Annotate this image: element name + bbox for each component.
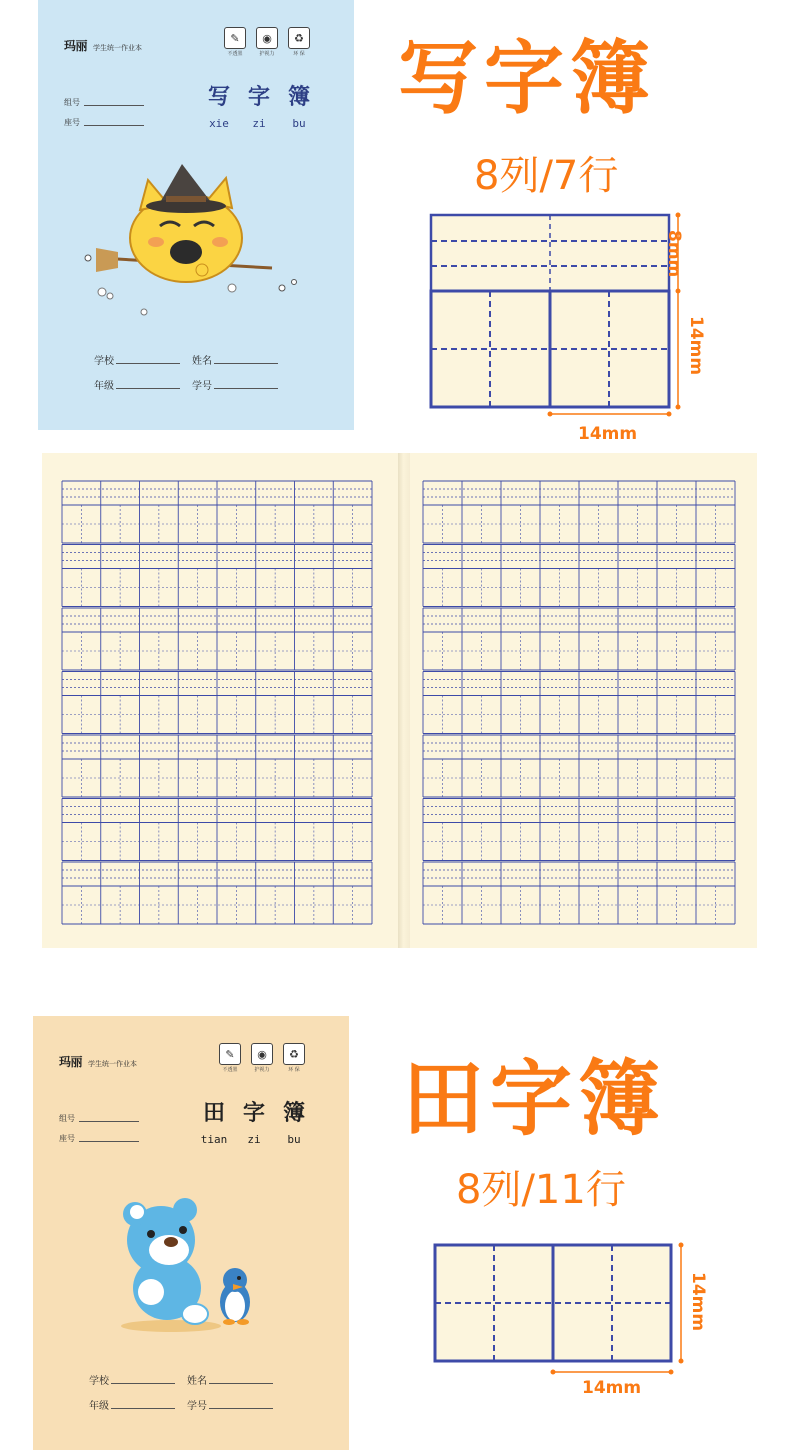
dim-width-label: 14mm xyxy=(582,1378,642,1398)
badge-eye xyxy=(249,1043,275,1073)
feature-badges xyxy=(222,27,312,57)
cover-title xyxy=(199,1096,309,1127)
pinyin-syllable: xie xyxy=(209,117,229,130)
writing-grid-right xyxy=(403,453,757,948)
writing-grid-left xyxy=(42,453,403,948)
open-notebook xyxy=(38,453,760,950)
number-field xyxy=(187,1397,297,1412)
dim-cell-label: 14mm xyxy=(686,316,706,376)
pencil-icon: ✎ xyxy=(219,1043,241,1065)
pencil-icon: ✎ xyxy=(224,27,246,49)
recycle-icon: ♻ xyxy=(288,27,310,49)
badge-label: 环 保 xyxy=(288,1067,300,1073)
cover-pinyin xyxy=(199,1133,309,1146)
seat-label: 座号 xyxy=(59,1133,75,1143)
cover-pinyin xyxy=(204,117,314,130)
eye-icon: ◉ xyxy=(256,27,278,49)
meta-fields xyxy=(59,1108,139,1148)
name-field xyxy=(187,1372,297,1387)
witch-cat-illustration xyxy=(82,160,322,320)
grade-field xyxy=(94,377,192,392)
school-field xyxy=(94,352,192,367)
brand-logo: 玛丽 xyxy=(59,1055,83,1069)
badge-label: 护视力 xyxy=(254,1067,270,1073)
group-label: 组号 xyxy=(64,97,80,107)
title-char: 字 xyxy=(247,85,270,110)
group-label: 组号 xyxy=(59,1113,75,1123)
seat-field xyxy=(59,1128,139,1148)
group-field xyxy=(59,1108,139,1128)
brand-subtitle: 学生统一作业本 xyxy=(88,1060,138,1068)
dim-width-label: 14mm xyxy=(578,424,638,444)
number-label: 学号 xyxy=(187,1401,207,1412)
seat-field xyxy=(64,112,144,132)
bear-penguin-illustration xyxy=(111,1196,291,1336)
right-page xyxy=(403,453,757,948)
pinyin-syllable: tian xyxy=(200,1133,228,1146)
number-field xyxy=(192,377,302,392)
badge-label: 不透墨 xyxy=(227,51,243,57)
tianzibu-cell-diagram xyxy=(432,1242,692,1382)
heading-xiezibu: 写字簿 xyxy=(398,32,656,125)
name-field xyxy=(192,352,302,367)
book-spine xyxy=(398,453,410,948)
name-label: 姓名 xyxy=(187,1376,207,1387)
cover-xiezibu xyxy=(38,0,354,430)
badge-eco xyxy=(286,27,312,57)
heading-tianzibu: 田字簿 xyxy=(402,1052,667,1147)
badge-ink xyxy=(217,1043,243,1073)
title-char: 簿 xyxy=(282,1101,305,1126)
group-field xyxy=(64,92,144,112)
badge-ink xyxy=(222,27,248,57)
cover-title xyxy=(204,80,314,111)
badge-eco xyxy=(281,1043,307,1073)
badge-eye xyxy=(254,27,280,57)
badge-label: 环 保 xyxy=(293,51,305,57)
title-char: 写 xyxy=(207,85,230,110)
seat-label: 座号 xyxy=(64,117,80,127)
dim-top-label: 8mm xyxy=(664,230,684,278)
spec-xiezibu: 8列/7行 xyxy=(474,153,619,199)
name-label: 姓名 xyxy=(192,356,212,367)
title-char: 簿 xyxy=(287,85,310,110)
grade-label: 年级 xyxy=(94,381,114,392)
brand-row xyxy=(64,37,142,54)
recycle-icon: ♻ xyxy=(283,1043,305,1065)
spec-tianzibu: 8列/11行 xyxy=(456,1167,626,1213)
school-fields xyxy=(94,352,302,392)
number-label: 学号 xyxy=(192,381,212,392)
badge-label: 护视力 xyxy=(259,51,275,57)
brand-logo: 玛丽 xyxy=(64,39,88,53)
xiezibu-cell-diagram xyxy=(428,212,698,427)
left-page xyxy=(42,453,403,948)
grade-field xyxy=(89,1397,187,1412)
brand-row xyxy=(59,1053,137,1070)
school-label: 学校 xyxy=(89,1376,109,1387)
badge-label: 不透墨 xyxy=(222,1067,238,1073)
eye-icon: ◉ xyxy=(251,1043,273,1065)
pinyin-syllable: zi xyxy=(252,117,266,130)
school-fields xyxy=(89,1372,297,1412)
school-label: 学校 xyxy=(94,356,114,367)
feature-badges xyxy=(217,1043,307,1073)
brand-subtitle: 学生统一作业本 xyxy=(93,44,143,52)
pinyin-syllable: bu xyxy=(287,1133,301,1146)
title-char: 田 xyxy=(202,1101,225,1126)
meta-fields xyxy=(64,92,144,132)
pinyin-syllable: bu xyxy=(292,117,306,130)
school-field xyxy=(89,1372,187,1387)
dim-cell-label: 14mm xyxy=(688,1272,708,1332)
pinyin-syllable: zi xyxy=(247,1133,261,1146)
cover-tianzibu xyxy=(33,1016,349,1450)
title-char: 字 xyxy=(242,1101,265,1126)
grade-label: 年级 xyxy=(89,1401,109,1412)
